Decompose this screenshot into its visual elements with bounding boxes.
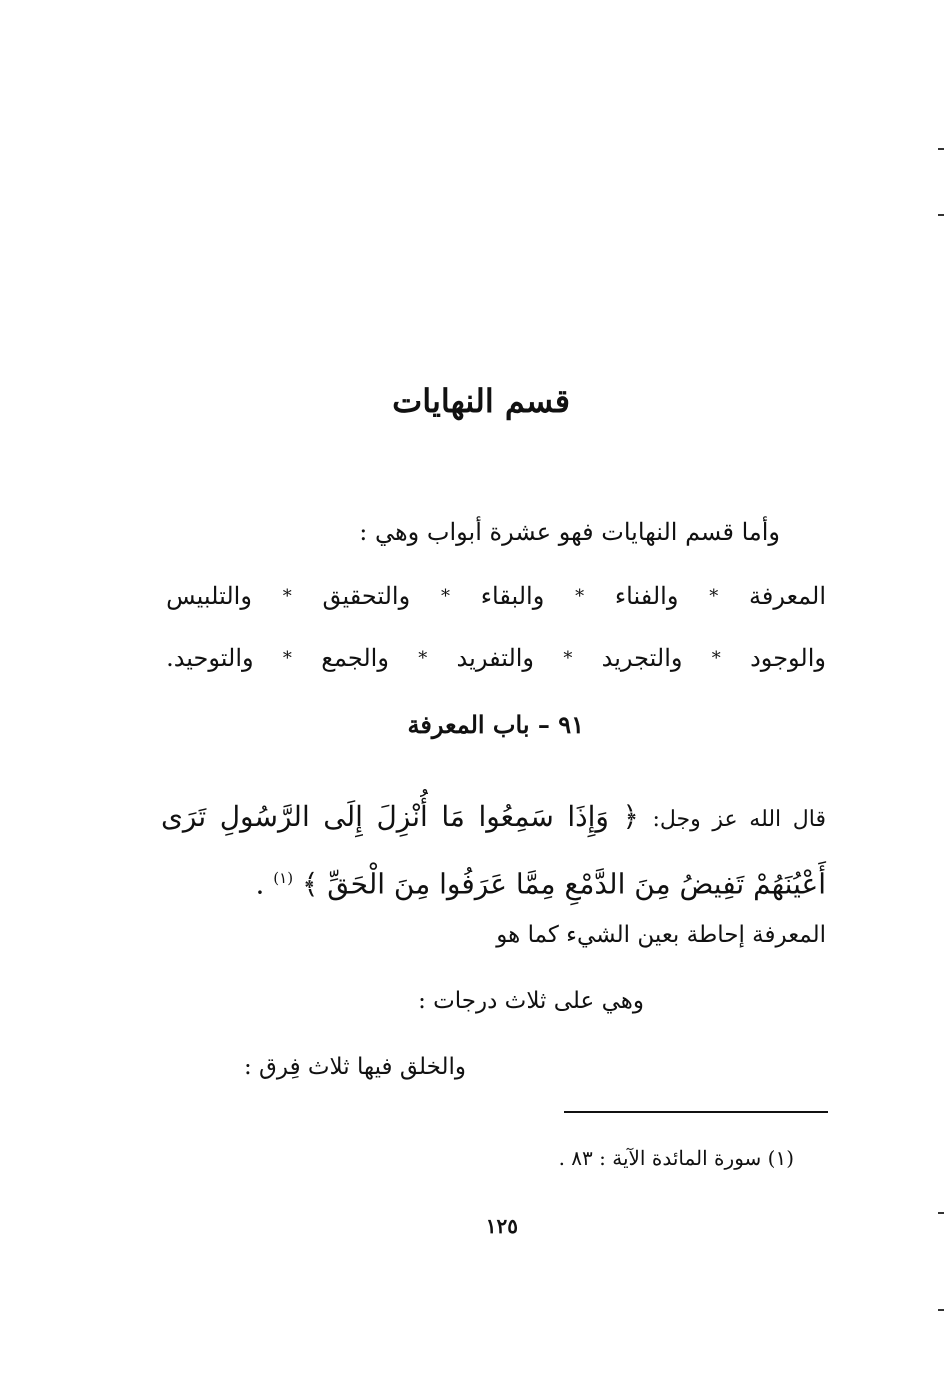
- separator-star: *: [418, 647, 428, 669]
- quran-verse-block: [161, 788, 826, 913]
- footnote: (١) سورة المائدة الآية : ٨٣ .: [558, 1146, 794, 1170]
- page-number: ١٢٥: [485, 1214, 518, 1238]
- chapters-list-line-2: [166, 644, 826, 672]
- separator-star: *: [563, 647, 573, 669]
- footnote-reference: (١): [273, 869, 294, 887]
- chapter-item: والجمع: [321, 644, 389, 672]
- chapter-heading: ٩١ – باب المعرفة: [407, 710, 584, 739]
- paragraph-definition: المعرفة إحاطة بعين الشيء كما هو: [496, 922, 826, 948]
- chapter-item: والتفريد: [456, 644, 535, 672]
- scan-mark: [938, 1309, 944, 1311]
- scan-mark: [938, 214, 944, 216]
- verse-end: .: [255, 867, 265, 901]
- chapter-item: والفناء: [614, 582, 679, 610]
- chapter-item: والتلبيس: [166, 582, 252, 610]
- chapters-list-line-1: [166, 582, 826, 610]
- scan-mark: [938, 148, 944, 150]
- chapter-item: والتجريد: [601, 644, 683, 672]
- paragraph-groups: والخلق فيها ثلاث فِرق :: [244, 1054, 466, 1080]
- intro-paragraph: وأما قسم النهايات فهو عشرة أبواب وهي :: [359, 518, 780, 546]
- verse-text: ﴿ وَإِذَا سَمِعُوا مَا أُنْزِلَ إِلَى الرَّسُولِ تَرَى أَعْيُنَهُمْ تَفِيضُ مِنَ الدَّمْعِ مِمَّا عَرَفُوا مِنَ الْحَقِّ ﴾: [161, 800, 826, 901]
- chapter-item: المعرفة: [748, 582, 826, 610]
- scan-mark: [938, 1212, 944, 1214]
- chapter-item: والوجود: [750, 644, 826, 672]
- chapter-item: والبقاء: [480, 582, 545, 610]
- separator-star: *: [440, 585, 450, 607]
- separator-star: *: [282, 647, 292, 669]
- paragraph-degrees: وهي على ثلاث درجات :: [418, 988, 644, 1014]
- chapter-item: والتحقيق: [322, 582, 411, 610]
- footnote-divider: [564, 1111, 828, 1113]
- separator-star: *: [711, 647, 721, 669]
- section-title: قسم النهايات: [392, 382, 570, 420]
- separator-star: *: [282, 585, 292, 607]
- separator-star: *: [709, 585, 719, 607]
- chapter-item: والتوحيد.: [166, 644, 254, 672]
- verse-intro: قال الله عز وجل:: [652, 807, 827, 832]
- separator-star: *: [575, 585, 585, 607]
